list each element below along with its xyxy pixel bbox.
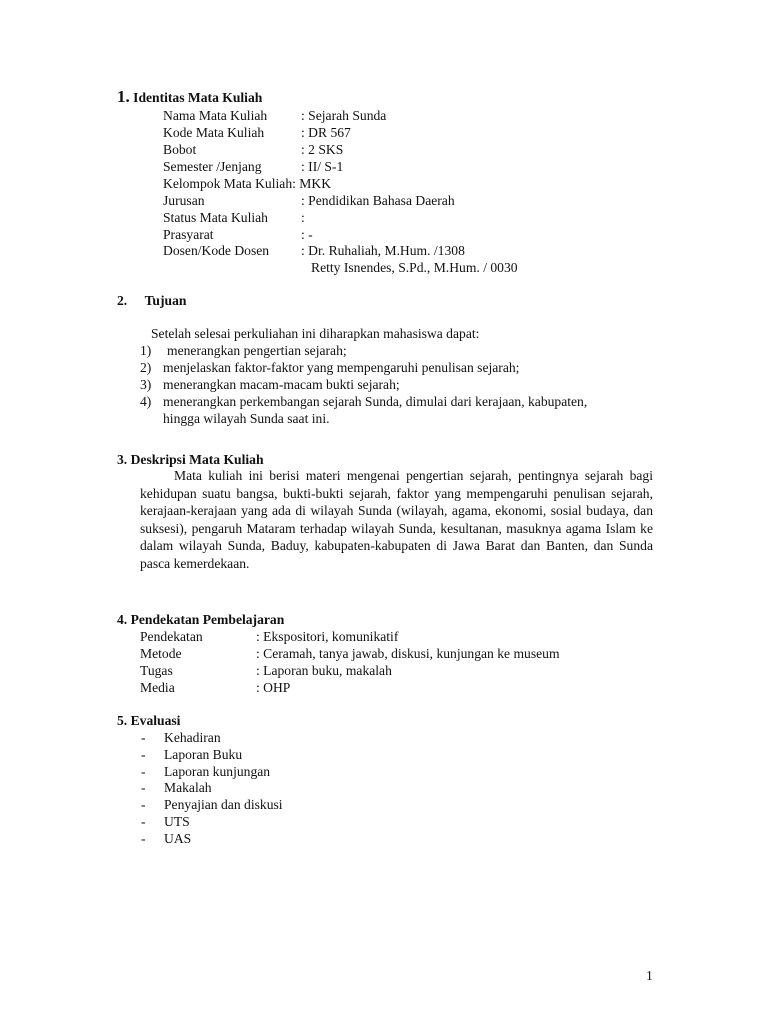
list-item-text: Penyajian dan diskusi [164,797,283,812]
bullet-dash: - [141,831,146,846]
list-item-text: menerangkan macam-macam bukti sejarah; [163,377,400,392]
identity-label: Semester /Jenjang [163,159,262,174]
list-item-text: Laporan kunjungan [164,764,271,779]
section-1-number: 1. [117,87,130,106]
list-item-number: 3) [140,377,152,392]
identity-value: : Sejarah Sunda [301,108,387,123]
list-item-text: Makalah [164,780,212,795]
identity-label: Kelompok Mata Kuliah: MKK [163,176,332,191]
approach-value: : Ceramah, tanya jawab, diskusi, kunjungan ke museum [256,646,560,661]
list-item-text: menjelaskan faktor-faktor yang mempengaruhi penulisan sejarah; [163,360,520,375]
identity-value: : Dr. Ruhaliah, M.Hum. /1308 [301,243,465,258]
identity-value: : Pendidikan Bahasa Daerah [301,193,455,208]
bullet-dash: - [141,747,146,762]
bullet-dash: - [141,764,146,779]
section-4-title: 4. Pendekatan Pembelajaran [117,612,285,627]
identity-value: : [301,210,305,225]
approach-label: Tugas [140,663,173,678]
list-item-number: 1) [140,343,152,358]
list-item-text: Laporan Buku [164,747,243,762]
identity-label: Bobot [163,142,197,157]
section-2-intro: Setelah selesai perkuliahan ini diharapkan mahasiswa dapat: [151,326,480,341]
identity-label: Kode Mata Kuliah [163,125,265,140]
approach-value: : OHP [256,680,291,695]
list-item-text: Kehadiran [164,730,221,745]
section-5-title: 5. Evaluasi [117,713,181,728]
section-2-title: Tujuan [144,293,187,308]
bullet-dash: - [141,780,146,795]
list-item-text: UAS [164,831,192,846]
section-3-paragraph: Mata kuliah ini berisi materi mengenai pengertian sejarah, pentingnya sejarah bagi kehidupan suatu bangsa, bukti-bukti sejarah, faktor yang mempengaruhi penulisan sejarah, kerajaan-kerajaan yang ada di wilayah Sunda (wilayah, agama, ekonomi, sosial budaya, dan suksesi), pengaruh Mataram terhadap wilayah Sunda, kesultanan, masuknya agama Islam ke dalam wilayah Sunda, Baduy, kabupaten-kabupaten di Jawa Barat dan Banten, dan Sunda pasca kemerdekaan. [140,468,653,571]
identity-label: Dosen/Kode Dosen [163,243,270,258]
identity-label: Status Mata Kuliah [163,210,268,225]
section-1-title: Identitas Mata Kuliah [133,90,263,105]
identity-value: : II/ S-1 [301,159,344,174]
approach-label: Media [140,680,175,695]
identity-value: : 2 SKS [301,142,344,157]
approach-value: : Ekspositori, komunikatif [256,629,399,644]
identity-label: Prasyarat [163,227,214,242]
approach-label: Metode [140,646,182,661]
bullet-dash: - [141,797,146,812]
section-1-heading [117,88,262,106]
list-item-number: 4) [140,394,152,409]
approach-value: : Laporan buku, makalah [256,663,392,678]
identity-label: Jurusan [163,193,205,208]
identity-value: Retty Isnendes, S.Pd., M.Hum. / 0030 [311,260,518,275]
identity-label: Nama Mata Kuliah [163,108,268,123]
bullet-dash: - [141,730,146,745]
list-item-text: menerangkan pengertian sejarah; [167,343,347,358]
list-item-continuation: hingga wilayah Sunda saat ini. [163,411,330,426]
list-item-text: menerangkan perkembangan sejarah Sunda, dimulai dari kerajaan, kabupaten, [163,394,588,409]
list-item-number: 2) [140,360,152,375]
identity-value: : - [301,227,313,242]
identity-value: : DR 567 [301,125,351,140]
section-3-title: 3. Deskripsi Mata Kuliah [117,452,264,467]
section-2-heading [117,292,186,309]
list-item-text: UTS [164,814,190,829]
approach-label: Pendekatan [140,629,203,644]
bullet-dash: - [141,814,146,829]
section-2-number: 2. [117,293,128,308]
page-number: 1 [646,968,653,983]
